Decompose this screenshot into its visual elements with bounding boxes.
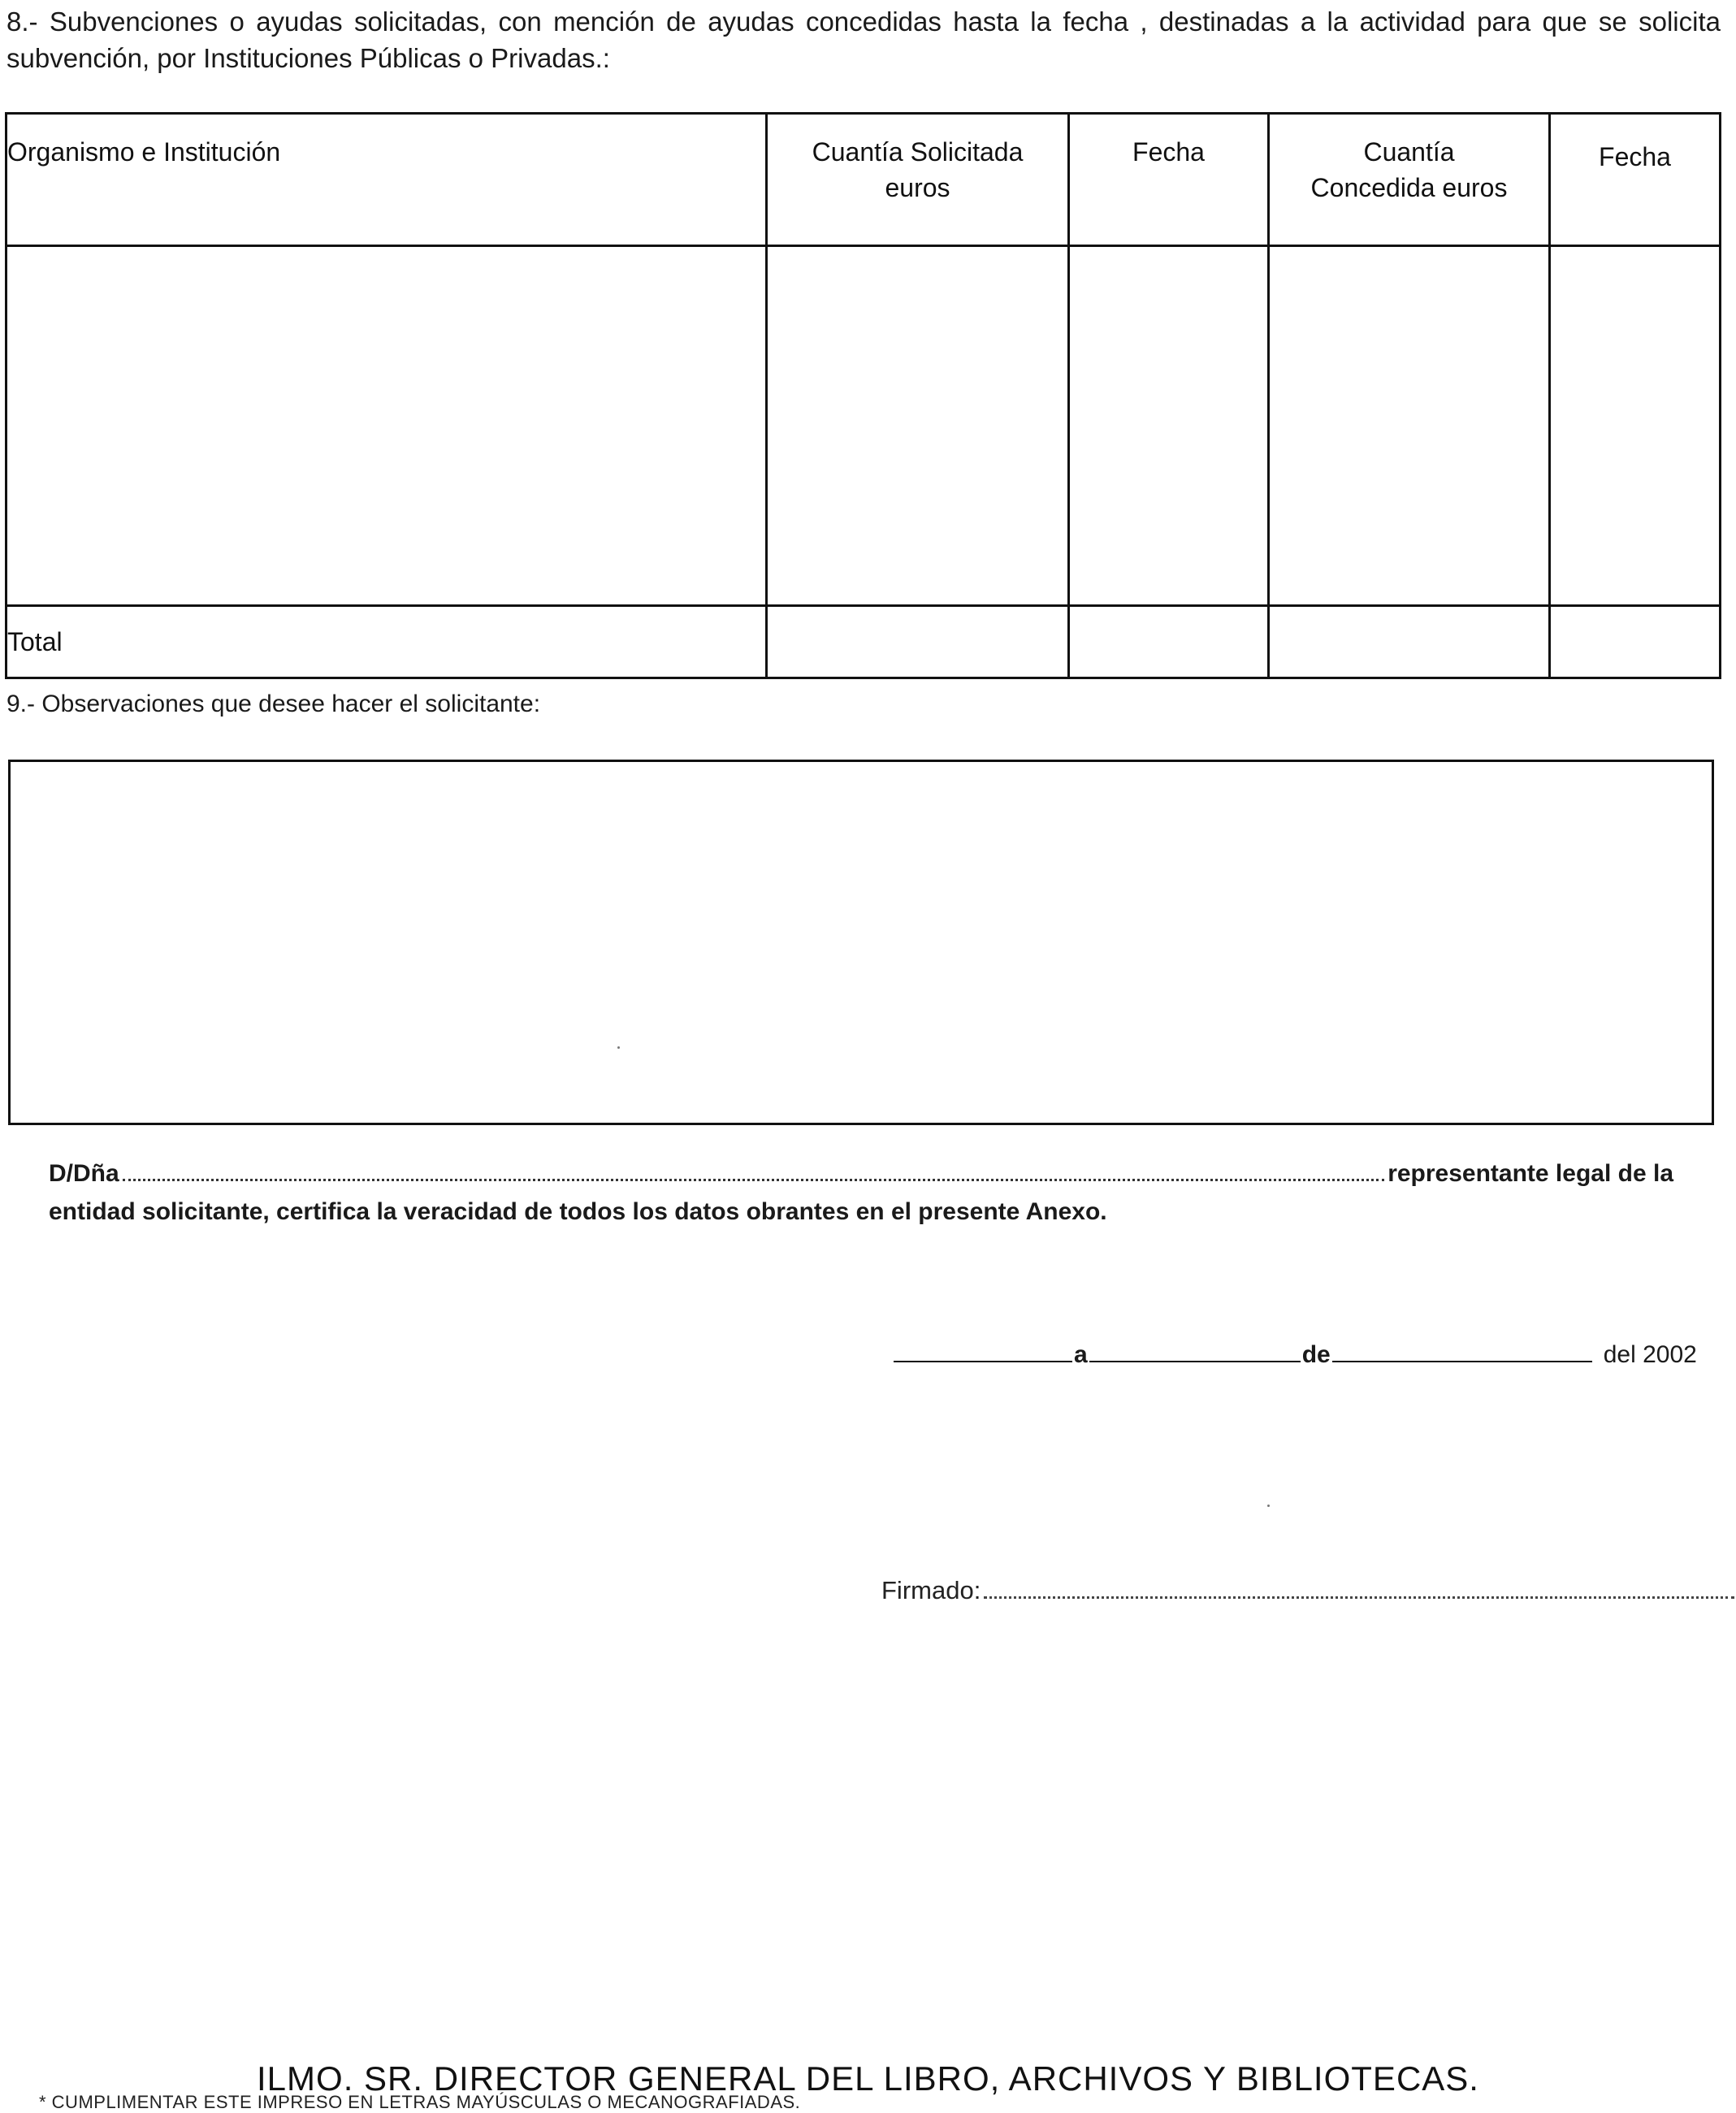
header-cuantia-solicitada-line1: Cuantía Solicitada: [812, 137, 1024, 167]
signature-field[interactable]: [984, 1577, 1734, 1599]
certification-line-1: [49, 1160, 1673, 1188]
entry-cuantia-concedida-cell[interactable]: [1269, 246, 1550, 606]
header-cuantia-concedida-line2: Concedida euros: [1310, 173, 1508, 202]
header-organismo: [6, 114, 767, 246]
certification-line-2: entidad solicitante, certifica la veracidad de todos los datos obrantes en el presente Anexo.: [49, 1198, 1107, 1225]
representative-name-field[interactable]: [123, 1161, 1385, 1181]
entry-organismo-cell[interactable]: [6, 246, 767, 606]
observations-box[interactable]: [8, 760, 1714, 1125]
header-cuantia-solicitada: [767, 114, 1069, 246]
header-fecha-solicitud: [1069, 114, 1269, 246]
certification-prefix: D/Dña: [49, 1160, 119, 1187]
header-fecha-concesion: [1550, 114, 1721, 246]
header-cuantia-concedida: [1269, 114, 1550, 246]
month-field[interactable]: [1332, 1336, 1592, 1362]
header-fecha-solicitud-label: Fecha: [1132, 137, 1205, 167]
grants-table: [5, 112, 1721, 679]
total-cuantia-concedida-cell[interactable]: [1269, 606, 1550, 678]
grants-entry-row: [6, 246, 1721, 606]
footnote: * CUMPLIMENTAR ESTE IMPRESO EN LETRAS MAYÚSCULAS O MECANOGRAFIADAS.: [39, 2092, 801, 2112]
total-label: Total: [6, 606, 767, 678]
section-9-heading: 9.- Observaciones que desee hacer el solicitante:: [6, 691, 541, 717]
day-field[interactable]: [1089, 1336, 1301, 1362]
scan-speck: [1267, 1505, 1270, 1507]
total-fecha-concesion-cell[interactable]: [1550, 606, 1721, 678]
place-field[interactable]: [894, 1336, 1072, 1362]
entry-fecha-concesion-cell[interactable]: [1550, 246, 1721, 606]
scan-speck: [617, 1046, 620, 1049]
total-cuantia-solicitada-cell[interactable]: [767, 606, 1069, 678]
entry-fecha-solicitud-cell[interactable]: [1069, 246, 1269, 606]
section-8-heading: 8.- Subvenciones o ayudas solicitadas, con mención de ayudas concedidas hasta la fecha , destinadas a la actividad para que se solicita subvención, por Instituciones Públicas o Privadas.:: [6, 6, 1721, 73]
entry-cuantia-solicitada-cell[interactable]: [767, 246, 1069, 606]
grants-total-row: [6, 606, 1721, 678]
header-cuantia-solicitada-line2: euros: [885, 173, 950, 202]
header-cuantia-concedida-line1: Cuantía: [1363, 137, 1455, 167]
signature-line: [881, 1576, 1734, 1605]
grants-header-row: [6, 114, 1721, 246]
header-organismo-label: Organismo e Institución: [7, 137, 281, 167]
addressee: ILMO. SR. DIRECTOR GENERAL DEL LIBRO, ARCHIVOS Y BIBLIOTECAS.: [257, 2059, 1479, 2098]
date-year: del 2002: [1603, 1341, 1697, 1368]
date-line: [894, 1336, 1734, 1369]
header-fecha-concesion-label: Fecha: [1599, 142, 1671, 171]
date-word-a: a: [1074, 1341, 1088, 1368]
certification-suffix: representante legal de la: [1388, 1160, 1673, 1187]
total-fecha-solicitud-cell[interactable]: [1069, 606, 1269, 678]
signature-label: Firmado:: [881, 1576, 981, 1604]
date-word-de: de: [1301, 1341, 1331, 1368]
